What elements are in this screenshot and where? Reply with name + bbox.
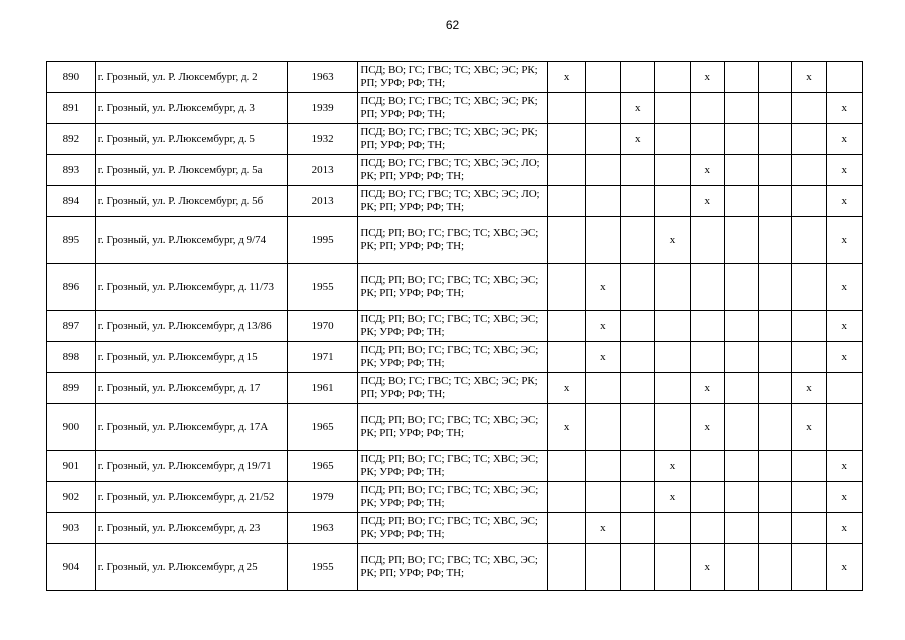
mark-cell (621, 373, 655, 404)
mark-cell: x (548, 62, 585, 93)
mark-cell (792, 264, 826, 311)
mark-cell: x (548, 373, 585, 404)
mark-cell (792, 217, 826, 264)
mark-cell (724, 451, 758, 482)
mark-cell (724, 513, 758, 544)
year-cell: 1965 (287, 404, 358, 451)
mark-cell (655, 186, 690, 217)
mark-cell: x (690, 373, 724, 404)
mark-cell (759, 186, 792, 217)
mark-cell (759, 155, 792, 186)
address-cell: г. Грозный, ул. Р. Люксембург, д. 5б (95, 186, 287, 217)
row-number: 899 (47, 373, 96, 404)
mark-cell (585, 544, 620, 591)
mark-cell: x (826, 342, 862, 373)
mark-cell (690, 482, 724, 513)
table-row (47, 155, 863, 186)
mark-cell (759, 404, 792, 451)
year-cell: 2013 (287, 186, 358, 217)
mark-cell (724, 93, 758, 124)
services-cell: ПСД; РП; ВО; ГС; ГВС; ТС; ХВС; ЭС; РК; УРФ; РФ; ТН; (358, 482, 548, 513)
mark-cell (621, 342, 655, 373)
row-number: 893 (47, 155, 96, 186)
row-number: 900 (47, 404, 96, 451)
year-cell: 1939 (287, 93, 358, 124)
mark-cell (724, 124, 758, 155)
address-cell: г. Грозный, ул. Р.Люксембург, д 9/74 (95, 217, 287, 264)
services-cell: ПСД; РП; ВО; ГС; ГВС; ТС; ХВС; ЭС; РК; РП; УРФ; РФ; ТН; (358, 404, 548, 451)
mark-cell (548, 264, 585, 311)
table-row (47, 451, 863, 482)
mark-cell (759, 342, 792, 373)
services-cell: ПСД; РП; ВО; ГС; ГВС; ТС; ХВС; ЭС; РК; РП; УРФ; РФ; ТН; (358, 217, 548, 264)
address-cell: г. Грозный, ул. Р.Люксембург, д. 3 (95, 93, 287, 124)
address-cell: г. Грозный, ул. Р. Люксембург, д. 5а (95, 155, 287, 186)
mark-cell (585, 373, 620, 404)
mark-cell (548, 186, 585, 217)
mark-cell: x (585, 513, 620, 544)
mark-cell (724, 482, 758, 513)
mark-cell (655, 311, 690, 342)
table-row (47, 311, 863, 342)
mark-cell (548, 217, 585, 264)
address-cell: г. Грозный, ул. Р.Люксембург, д 15 (95, 342, 287, 373)
mark-cell: x (690, 544, 724, 591)
mark-cell: x (826, 155, 862, 186)
address-cell: г. Грозный, ул. Р.Люксембург, д. 21/52 (95, 482, 287, 513)
year-cell: 2013 (287, 155, 358, 186)
mark-cell: x (621, 93, 655, 124)
mark-cell: x (826, 513, 862, 544)
row-number: 892 (47, 124, 96, 155)
mark-cell (690, 311, 724, 342)
mark-cell (621, 451, 655, 482)
row-number: 903 (47, 513, 96, 544)
mark-cell (690, 124, 724, 155)
mark-cell (724, 155, 758, 186)
services-cell: ПСД; РП; ВО; ГС; ГВС; ТС; ХВС; ЭС; РК; УРФ; РФ; ТН; (358, 451, 548, 482)
mark-cell: x (826, 482, 862, 513)
mark-cell (621, 544, 655, 591)
mark-cell (759, 544, 792, 591)
mark-cell (548, 544, 585, 591)
mark-cell: x (585, 264, 620, 311)
address-cell: г. Грозный, ул. Р.Люксембург, д. 17 (95, 373, 287, 404)
page-number: 62 (445, 18, 460, 32)
row-number: 897 (47, 311, 96, 342)
mark-cell (792, 124, 826, 155)
mark-cell (690, 264, 724, 311)
mark-cell (724, 62, 758, 93)
mark-cell (792, 311, 826, 342)
row-number: 891 (47, 93, 96, 124)
mark-cell (724, 342, 758, 373)
mark-cell (724, 373, 758, 404)
table-row (47, 124, 863, 155)
address-cell: г. Грозный, ул. Р. Люксембург, д. 2 (95, 62, 287, 93)
mark-cell (585, 93, 620, 124)
address-cell: г. Грозный, ул. Р.Люксембург, д. 17А (95, 404, 287, 451)
mark-cell (792, 342, 826, 373)
mark-cell (585, 62, 620, 93)
mark-cell (724, 264, 758, 311)
mark-cell: x (826, 93, 862, 124)
mark-cell (792, 186, 826, 217)
mark-cell (724, 544, 758, 591)
year-cell: 1963 (287, 62, 358, 93)
year-cell: 1961 (287, 373, 358, 404)
mark-cell (759, 124, 792, 155)
year-cell: 1971 (287, 342, 358, 373)
mark-cell: x (826, 544, 862, 591)
mark-cell (548, 513, 585, 544)
services-cell: ПСД; РП; ВО; ГС; ГВС; ТС; ХВС, ЭС; РК; РП; УРФ; РФ; ТН; (358, 544, 548, 591)
mark-cell (655, 404, 690, 451)
table-row (47, 544, 863, 591)
mark-cell (655, 62, 690, 93)
mark-cell (548, 451, 585, 482)
building-registry-table (46, 61, 863, 591)
mark-cell (690, 513, 724, 544)
mark-cell (585, 451, 620, 482)
row-number: 894 (47, 186, 96, 217)
mark-cell (792, 513, 826, 544)
mark-cell (826, 62, 862, 93)
mark-cell (759, 373, 792, 404)
mark-cell (548, 124, 585, 155)
services-cell: ПСД; ВО; ГС; ГВС; ТС; ХВС; ЭС; РК; РП; УРФ; РФ; ТН; (358, 93, 548, 124)
mark-cell (759, 217, 792, 264)
mark-cell: x (585, 311, 620, 342)
mark-cell (792, 544, 826, 591)
table-row (47, 93, 863, 124)
services-cell: ПСД; ВО; ГС; ГВС; ТС; ХВС; ЭС; РК; РП; УРФ; РФ; ТН; (358, 373, 548, 404)
mark-cell (724, 404, 758, 451)
mark-cell (690, 217, 724, 264)
table-row (47, 373, 863, 404)
mark-cell (690, 451, 724, 482)
mark-cell: x (826, 124, 862, 155)
address-cell: г. Грозный, ул. Р.Люксембург, д. 11/73 (95, 264, 287, 311)
year-cell: 1965 (287, 451, 358, 482)
mark-cell (585, 404, 620, 451)
mark-cell (724, 186, 758, 217)
services-cell: ПСД; ВО; ГС; ГВС; ТС; ХВС; ЭС; РК; РП; УРФ; РФ; ТН; (358, 124, 548, 155)
mark-cell: x (548, 404, 585, 451)
mark-cell (621, 62, 655, 93)
year-cell: 1932 (287, 124, 358, 155)
mark-cell: x (690, 155, 724, 186)
services-cell: ПСД; ВО; ГС; ГВС; ТС; ХВС; ЭС; ЛО; РК; РП; УРФ; РФ; ТН; (358, 155, 548, 186)
mark-cell: x (826, 451, 862, 482)
row-number: 901 (47, 451, 96, 482)
address-cell: г. Грозный, ул. Р.Люксембург, д. 23 (95, 513, 287, 544)
services-cell: ПСД; РП; ВО; ГС; ГВС; ТС; ХВС; ЭС; РК; РП; УРФ; РФ; ТН; (358, 264, 548, 311)
mark-cell (759, 513, 792, 544)
mark-cell (792, 482, 826, 513)
table-row (47, 404, 863, 451)
table-row (47, 513, 863, 544)
mark-cell (585, 217, 620, 264)
address-cell: г. Грозный, ул. Р.Люксембург, д. 5 (95, 124, 287, 155)
mark-cell: x (826, 217, 862, 264)
year-cell: 1979 (287, 482, 358, 513)
mark-cell: x (621, 124, 655, 155)
row-number: 896 (47, 264, 96, 311)
mark-cell (621, 155, 655, 186)
mark-cell: x (690, 404, 724, 451)
mark-cell (548, 311, 585, 342)
table-row (47, 342, 863, 373)
row-number: 895 (47, 217, 96, 264)
mark-cell: x (585, 342, 620, 373)
address-cell: г. Грозный, ул. Р.Люксембург, д 19/71 (95, 451, 287, 482)
mark-cell (724, 311, 758, 342)
address-cell: г. Грозный, ул. Р.Люксембург, д 13/86 (95, 311, 287, 342)
mark-cell (759, 311, 792, 342)
table-row (47, 62, 863, 93)
mark-cell (655, 93, 690, 124)
mark-cell: x (826, 186, 862, 217)
mark-cell (826, 373, 862, 404)
mark-cell: x (655, 217, 690, 264)
mark-cell (585, 186, 620, 217)
address-cell: г. Грозный, ул. Р.Люксембург, д 25 (95, 544, 287, 591)
mark-cell (759, 62, 792, 93)
year-cell: 1970 (287, 311, 358, 342)
year-cell: 1955 (287, 264, 358, 311)
mark-cell (759, 93, 792, 124)
mark-cell (621, 482, 655, 513)
table-body (47, 62, 863, 591)
table-row (47, 217, 863, 264)
mark-cell (548, 342, 585, 373)
year-cell: 1963 (287, 513, 358, 544)
row-number: 904 (47, 544, 96, 591)
mark-cell (585, 124, 620, 155)
mark-cell (690, 342, 724, 373)
mark-cell: x (655, 482, 690, 513)
mark-cell (548, 482, 585, 513)
mark-cell (690, 93, 724, 124)
mark-cell (792, 451, 826, 482)
mark-cell (655, 373, 690, 404)
mark-cell: x (792, 373, 826, 404)
table-row (47, 264, 863, 311)
row-number: 902 (47, 482, 96, 513)
mark-cell (759, 264, 792, 311)
mark-cell: x (690, 62, 724, 93)
mark-cell (585, 155, 620, 186)
mark-cell (655, 155, 690, 186)
table-row (47, 482, 863, 513)
services-cell: ПСД; РП; ВО; ГС; ГВС; ТС; ХВС; ЭС; РК; УРФ; РФ; ТН; (358, 311, 548, 342)
mark-cell (724, 217, 758, 264)
mark-cell: x (655, 451, 690, 482)
year-cell: 1955 (287, 544, 358, 591)
year-cell: 1995 (287, 217, 358, 264)
row-number: 890 (47, 62, 96, 93)
table-row (47, 186, 863, 217)
mark-cell (759, 451, 792, 482)
mark-cell (621, 264, 655, 311)
mark-cell (621, 404, 655, 451)
mark-cell (792, 93, 826, 124)
mark-cell (548, 155, 585, 186)
mark-cell (655, 513, 690, 544)
mark-cell (826, 404, 862, 451)
mark-cell: x (792, 62, 826, 93)
mark-cell (655, 544, 690, 591)
mark-cell (759, 482, 792, 513)
services-cell: ПСД; ВО; ГС; ГВС; ТС; ХВС; ЭС; РК; РП; УРФ; РФ; ТН; (358, 62, 548, 93)
mark-cell (621, 186, 655, 217)
mark-cell (585, 482, 620, 513)
services-cell: ПСД; РП; ВО; ГС; ГВС; ТС; ХВС; ЭС; РК; УРФ; РФ; ТН; (358, 342, 548, 373)
services-cell: ПСД; ВО; ГС; ГВС; ТС; ХВС; ЭС; ЛО; РК; РП; УРФ; РФ; ТН; (358, 186, 548, 217)
mark-cell (621, 217, 655, 264)
mark-cell (655, 264, 690, 311)
row-number: 898 (47, 342, 96, 373)
mark-cell: x (690, 186, 724, 217)
mark-cell: x (792, 404, 826, 451)
mark-cell (621, 311, 655, 342)
services-cell: ПСД; РП; ВО; ГС; ГВС; ТС; ХВС, ЭС; РК; УРФ; РФ; ТН; (358, 513, 548, 544)
mark-cell: x (826, 264, 862, 311)
mark-cell (655, 342, 690, 373)
mark-cell: x (826, 311, 862, 342)
mark-cell (548, 93, 585, 124)
mark-cell (792, 155, 826, 186)
mark-cell (621, 513, 655, 544)
mark-cell (655, 124, 690, 155)
